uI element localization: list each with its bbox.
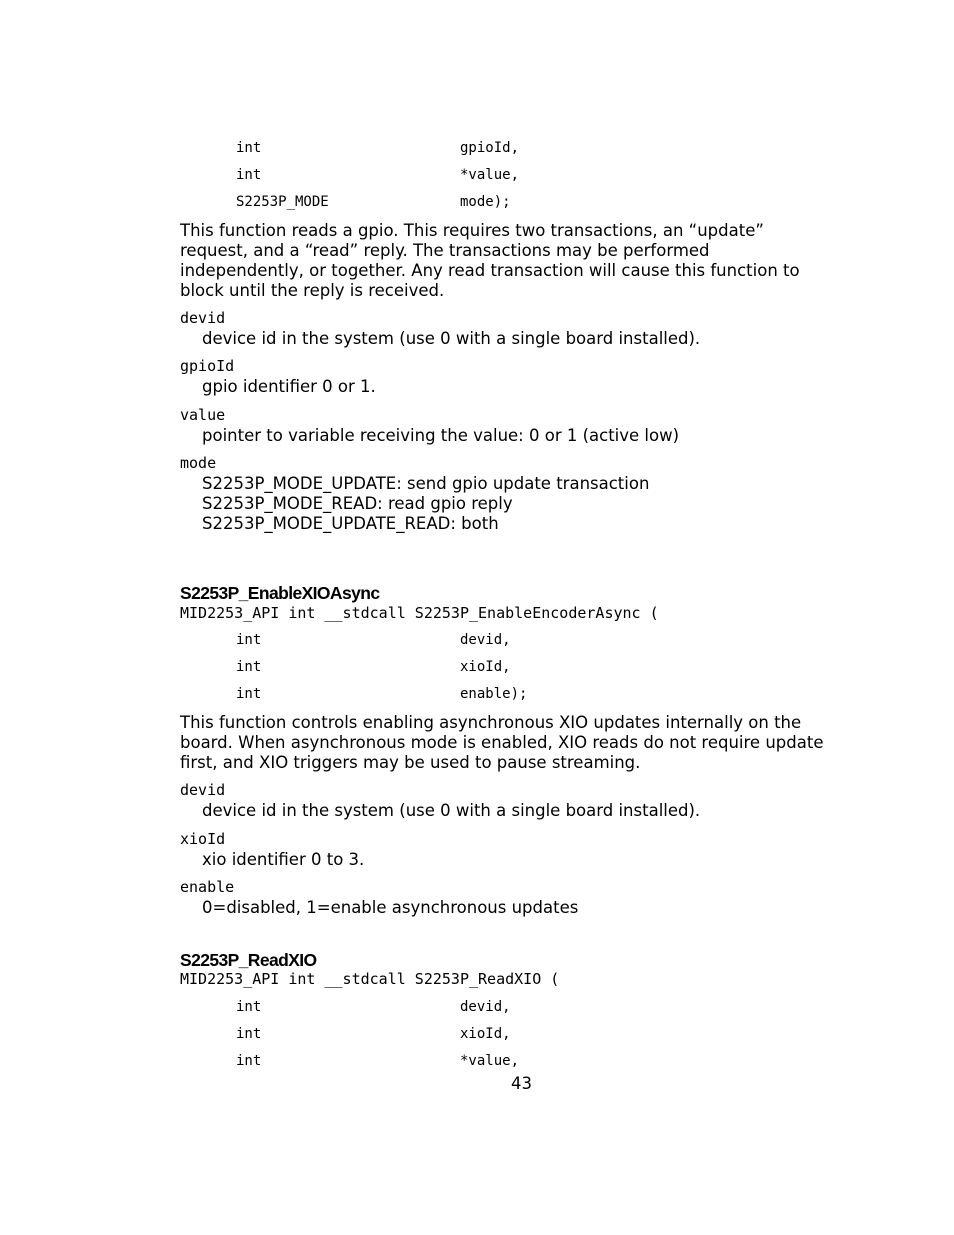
function-signature: MID2253_API int __stdcall S2253P_ReadXIO (	[180, 970, 560, 988]
param-name: xioId,	[460, 659, 511, 675]
param-type: S2253P_MODE	[236, 194, 329, 210]
arg-name: xioId	[180, 830, 226, 848]
arg-name: value	[180, 406, 226, 424]
param-type: int	[236, 140, 262, 156]
description-line: request, and a “read” reply. The transactions may be performed	[180, 241, 710, 260]
arg-description: gpio identifier 0 or 1.	[202, 377, 376, 396]
arg-name: gpioId	[180, 357, 235, 375]
page-number: 43	[511, 1074, 532, 1093]
arg-description: S2253P_MODE_UPDATE_READ: both	[202, 514, 499, 533]
param-name: *value,	[460, 167, 520, 183]
function-signature: MID2253_API int __stdcall S2253P_EnableEncoderAsync (	[180, 604, 659, 622]
param-type: int	[236, 1053, 262, 1069]
arg-description: S2253P_MODE_READ: read gpio reply	[202, 494, 513, 513]
description-line: independently, or together. Any read transaction will cause this function to	[180, 261, 800, 280]
function-description	[180, 221, 870, 301]
param-type: int	[236, 632, 262, 648]
description-line: This function controls enabling asynchronous XIO updates internally on the	[180, 713, 802, 732]
param-type: int	[236, 999, 262, 1015]
description-line: first, and XIO triggers may be used to pause streaming.	[180, 753, 641, 772]
description-line: board. When asynchronous mode is enabled, XIO reads do not require update	[180, 733, 824, 752]
param-type: int	[236, 659, 262, 675]
arg-name: devid	[180, 781, 226, 799]
arg-description: pointer to variable receiving the value: 0 or 1 (active low)	[202, 426, 680, 445]
param-name: xioId,	[460, 1026, 511, 1042]
description-line: This function reads a gpio. This requires two transactions, an “update”	[180, 221, 764, 240]
param-name: devid,	[460, 632, 511, 648]
arg-description: xio identifier 0 to 3.	[202, 850, 365, 869]
param-name: gpioId,	[460, 140, 520, 156]
arg-name: mode	[180, 454, 217, 472]
arg-description: device id in the system (use 0 with a single board installed).	[202, 801, 701, 820]
section-heading: S2253P_EnableXIOAsync	[180, 583, 380, 603]
function-description	[180, 713, 870, 773]
description-line: block until the reply is received.	[180, 281, 445, 300]
arg-name: devid	[180, 309, 226, 327]
arg-description: S2253P_MODE_UPDATE: send gpio update transaction	[202, 474, 650, 493]
arg-description: 0=disabled, 1=enable asynchronous updates	[202, 898, 579, 917]
arg-name: enable	[180, 878, 235, 896]
param-name: enable);	[460, 686, 528, 702]
arg-description: device id in the system (use 0 with a single board installed).	[202, 329, 701, 348]
param-type: int	[236, 686, 262, 702]
param-type: int	[236, 167, 262, 183]
param-name: *value,	[460, 1053, 520, 1069]
param-type: int	[236, 1026, 262, 1042]
param-name: mode);	[460, 194, 511, 210]
param-name: devid,	[460, 999, 511, 1015]
section-heading: S2253P_ReadXIO	[180, 950, 317, 970]
